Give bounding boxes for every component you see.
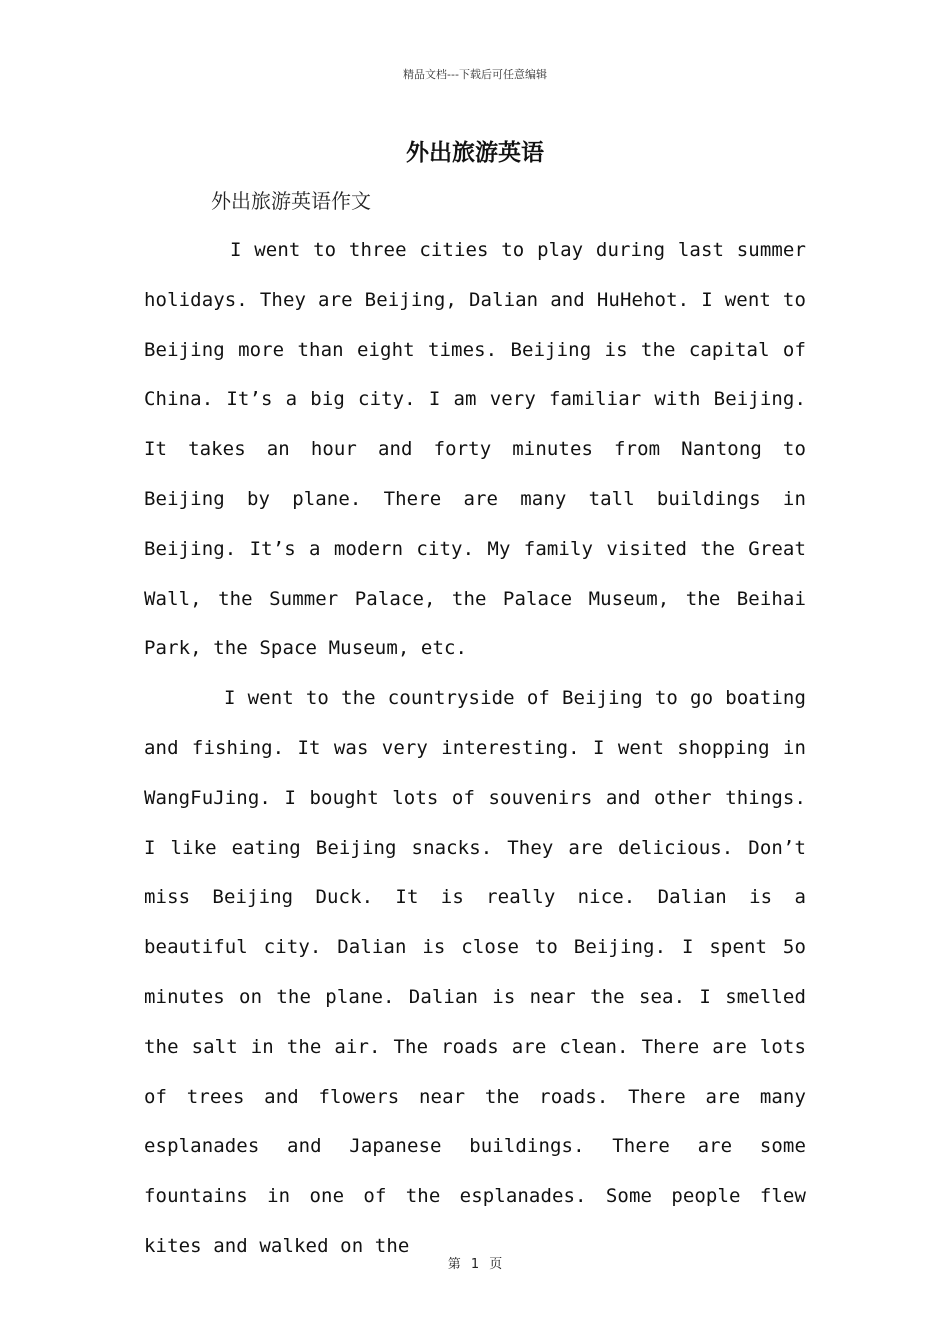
document-title: 外出旅游英语 xyxy=(406,140,544,166)
page-header: 精品文档---下载后可任意编辑 xyxy=(403,68,547,81)
paragraph-2: I went to the countryside of Beijing to go boating and fishing. It was very interesting. I went shopping in WangFuJing. I bought lots of souvenirs and other things. I like eating Beijing snacks. They are delicious. Don’t miss Beijing Duck. It is really nice. Dalian is a beautiful city. Dalian is close to Beijing. I spent 5o minutes on the plane. Dalian is near the sea. I smelled the salt in the air. The roads are clean. There are lots of trees and flowers near the roads. There are many esplanades and Japanese buildings. There are some fountains in one of the esplanades. Some people flew kites and walked on the xyxy=(144,687,806,1257)
page-number-prefix: 第 xyxy=(447,1257,461,1272)
document-body xyxy=(144,226,806,1272)
page-number: 1 xyxy=(470,1257,480,1272)
document-subtitle: 外出旅游英语作文 xyxy=(211,189,371,213)
page-number-suffix: 页 xyxy=(489,1257,503,1272)
paragraph-1: I went to three cities to play during last summer holidays. They are Beijing, Dalian and HuHehot. I went to Beijing more than eight times. Beijing is the capital of China. It’s a big city. I am very familiar with Beijing. It takes an hour and forty minutes from Nantong to Beijing by plane. There are many tall buildings in Beijing. It’s a modern city. My family visited the Great Wall, the Summer Palace, the Palace Museum, the Beihai Park, the Space Museum, etc. xyxy=(144,239,806,660)
page-footer xyxy=(0,1253,950,1272)
